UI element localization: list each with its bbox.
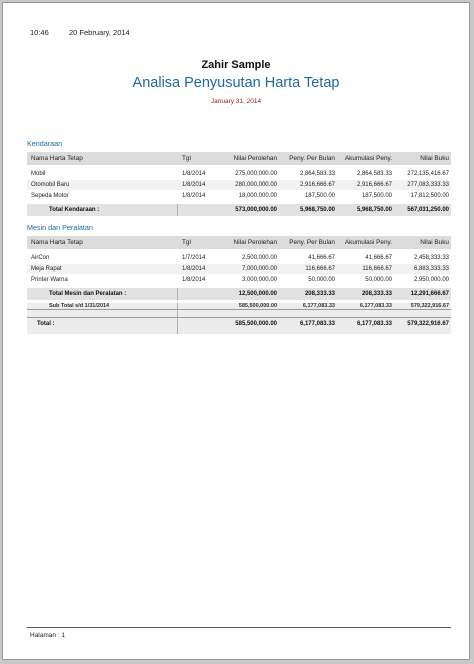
col-perolehan: Nilai Perolehan [233, 239, 277, 246]
cell-nama: Printer Warna [31, 276, 68, 283]
total-perolehan: 573,000,000.00 [235, 207, 277, 213]
subtotal-label: Sub Total s/d 1/31/2014 [49, 303, 110, 309]
group-title-mesin: Mesin dan Peralatan [27, 223, 93, 232]
cell-peny-bulan: 41,666.67 [308, 254, 335, 261]
cell-peny-bulan: 116,666.67 [305, 265, 335, 272]
report-title: Analisa Penyusutan Harta Tetap [132, 75, 340, 91]
page-number: Halaman : 1 [30, 632, 66, 639]
grand-total-block [27, 303, 451, 334]
grand-total-perolehan: 585,500,000.00 [235, 321, 277, 327]
cell-perolehan: 2,500,000.00 [241, 254, 277, 261]
cell-nama: Mobil [31, 170, 46, 177]
strike-line [27, 309, 451, 310]
cell-perolehan: 275,000,000.00 [235, 170, 277, 177]
cell-peny-bulan: 50,000.00 [308, 276, 335, 283]
total-peny-bulan: 5,968,750.00 [299, 207, 335, 213]
total-label: Total Mesin dan Peralatan : [49, 291, 127, 297]
col-peny-bulan: Peny. Per Bulan [289, 239, 335, 246]
cell-perolehan: 7,000,000.00 [241, 265, 277, 272]
cell-akumulasi: 2,916,666.67 [356, 181, 392, 188]
cell-nama: AirCon [31, 254, 50, 261]
cell-peny-bulan: 187,500.00 [304, 192, 335, 199]
col-tgl: Tgl [182, 155, 191, 162]
cell-tgl: 1/8/2014 [182, 181, 206, 188]
table-row [27, 275, 451, 285]
col-nilai-buku: Nilai Buku [420, 239, 449, 246]
total-akumulasi: 5,968,750.00 [356, 207, 392, 213]
col-akumulasi: Akumulasi Peny. [344, 239, 392, 246]
cell-tgl: 1/8/2014 [182, 265, 206, 272]
column-header [27, 236, 451, 249]
cell-nilai-buku: 6,883,333.33 [413, 265, 449, 272]
cell-peny-bulan: 2,864,583.33 [299, 170, 335, 177]
subtotal-nilai-buku: 579,322,916.67 [410, 303, 449, 309]
subtotal-akumulasi: 6,177,083.33 [359, 303, 392, 309]
subtotal-peny-bulan: 6,177,083.33 [302, 303, 335, 309]
group-total-row [27, 204, 451, 216]
cell-perolehan: 18,000,000.00 [238, 192, 277, 199]
table-row [27, 180, 451, 190]
col-perolehan: Nilai Perolehan [233, 155, 277, 162]
table-row [27, 169, 451, 179]
col-nama: Nama Harta Tetap [31, 155, 83, 162]
grand-total-nilai-buku: 579,322,916.67 [407, 321, 449, 327]
grand-total-row [27, 319, 451, 331]
company-name: Zahir Sample [201, 59, 271, 71]
total-nilai-buku: 12,291,666.67 [410, 291, 449, 297]
cell-nama: Sepeda Motor [31, 192, 69, 199]
cell-tgl: 1/7/2014 [182, 254, 206, 261]
cell-akumulasi: 41,666.67 [365, 254, 392, 261]
cell-akumulasi: 116,666.67 [362, 265, 392, 272]
col-nilai-buku: Nilai Buku [420, 155, 449, 162]
report-page [2, 2, 470, 660]
group-total-row [27, 288, 451, 300]
table-row [27, 264, 451, 274]
cell-tgl: 1/8/2014 [182, 192, 206, 199]
table-row [27, 191, 451, 201]
cell-tgl: 1/8/2014 [182, 170, 206, 177]
cell-nilai-buku: 272,135,416.67 [407, 170, 449, 177]
total-nilai-buku: 567,031,250.00 [407, 207, 449, 213]
table-row [27, 253, 451, 263]
column-header [27, 152, 451, 165]
grand-total-label: Total : [37, 321, 55, 327]
total-akumulasi: 208,333.33 [361, 291, 392, 297]
grand-total-akumulasi: 6,177,083.33 [356, 321, 392, 327]
cell-akumulasi: 2,864,583.33 [356, 170, 392, 177]
cell-nilai-buku: 277,083,333.33 [407, 181, 449, 188]
total-label: Total Kendaraan : [49, 207, 100, 213]
cell-perolehan: 280,000,000.00 [235, 181, 277, 188]
footer-divider [27, 627, 451, 628]
total-peny-bulan: 208,333.33 [304, 291, 335, 297]
col-tgl: Tgl [182, 239, 191, 246]
print-time: 10:46 [30, 28, 49, 37]
print-date: 20 February, 2014 [69, 28, 130, 37]
cell-nilai-buku: 2,950,000.00 [413, 276, 449, 283]
cell-akumulasi: 187,500.00 [361, 192, 392, 199]
group-title-kendaraan: Kendaraan [27, 139, 63, 148]
total-perolehan: 12,500,000.00 [238, 291, 277, 297]
cell-akumulasi: 50,000.00 [365, 276, 392, 283]
cell-nama: Meja Rapat [31, 265, 62, 272]
cell-nama: Otomobil Baru [31, 181, 70, 188]
subtotal-perolehan: 585,500,000.00 [238, 303, 277, 309]
col-akumulasi: Akumulasi Peny. [344, 155, 392, 162]
col-peny-bulan: Peny. Per Bulan [289, 155, 335, 162]
cell-nilai-buku: 2,458,333.33 [413, 254, 449, 261]
cell-tgl: 1/8/2014 [182, 276, 206, 283]
subtotal-row [27, 303, 451, 312]
report-date: January 31, 2014 [210, 98, 262, 105]
col-nama: Nama Harta Tetap [31, 239, 83, 246]
cell-peny-bulan: 2,916,666.67 [299, 181, 335, 188]
cell-perolehan: 3,000,000.00 [241, 276, 277, 283]
cell-nilai-buku: 17,812,500.00 [410, 192, 449, 199]
grand-total-peny-bulan: 6,177,083.33 [299, 321, 335, 327]
separator-line [27, 317, 451, 318]
